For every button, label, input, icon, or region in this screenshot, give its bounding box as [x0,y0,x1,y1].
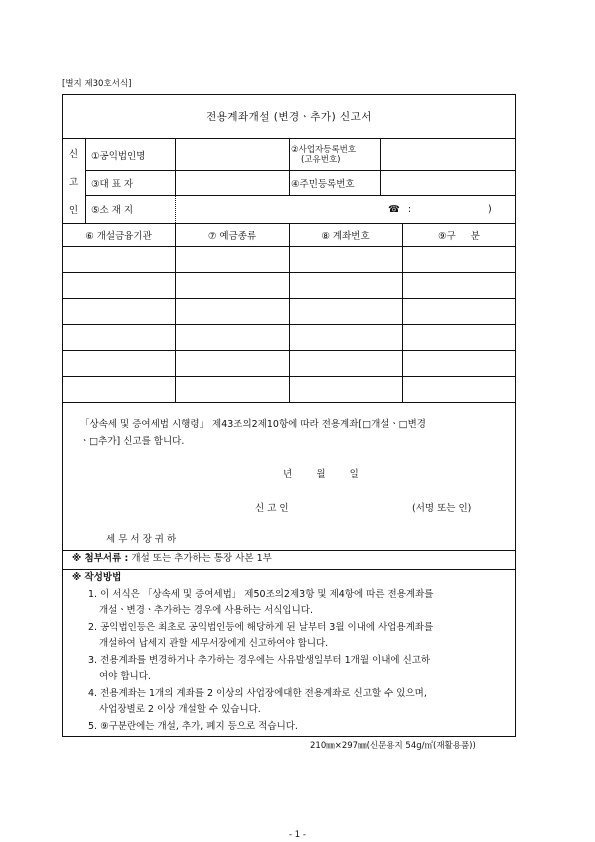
declaration-line: 「상속세 및 증여세법 시행령」 제43조의2제10항에 따라 전용계좌[□개설ㆍ□변경 [80,419,426,430]
table-cell[interactable] [291,378,400,400]
paper-spec: 210㎜×297㎜(신문용지 54g/㎡(재활용품)) [310,741,476,751]
resident-no-label: ④주민등록번호 [291,178,355,190]
date-line: 년 월 일 [283,469,359,480]
table-cell[interactable] [64,378,173,400]
table-cell[interactable] [404,326,514,348]
form-number-label: [별지 제30호서식] [62,79,132,89]
phone-close: ) [488,203,492,215]
page-number: - 1 - [289,830,306,840]
table-cell[interactable] [404,378,514,400]
phone-icon: ☎ [388,203,400,215]
column-header: ⑦ 예금종류 [207,230,257,242]
instruction-item-cont: 개설ㆍ변경ㆍ추가하는 경우에 사용하는 서식입니다. [99,605,313,616]
applicant-sign-label: 신 고 인 [255,503,289,514]
table-cell[interactable] [177,352,287,374]
biz-no-field[interactable] [384,142,512,167]
applicant-side-char: 신 [68,149,79,160]
representative-label: ③대 표 자 [91,178,134,190]
table-cell[interactable] [177,300,287,322]
instruction-item: 2. 공익법인등은 최초로 공익법인등에 해당하게 된 날부터 3월 이내에 사업용계좌를 [88,622,434,633]
instruction-item: 4. 전용계좌는 1개의 계좌를 2 이상의 사업장에대한 전용계좌로 신고할 수 있으며, [88,688,427,699]
applicant-side-char: 고 [68,177,79,188]
biz-no-label: ②사업자등록번호 (고유번호) [291,144,357,165]
column-header: ⑥ 개설금융기관 [85,230,152,242]
table-cell[interactable] [177,248,287,270]
applicant-side-char: 인 [68,205,79,216]
table-cell[interactable] [404,248,514,270]
table-cell[interactable] [291,352,400,374]
phone-open: ☎ : [388,203,412,215]
instruction-item: 1. 이 서식은 「상속세 및 증여세법」 제50조의2제3항 및 제4항에 따른 전용계좌를 [88,589,434,600]
table-cell[interactable] [404,352,514,374]
instructions-title: ※ 작성방법 [72,572,122,583]
table-cell[interactable] [64,352,173,374]
sign-or-seal-label: (서명 또는 인) [412,503,472,514]
instruction-item-cont: 여야 합니다. [99,671,151,682]
table-cell[interactable] [177,274,287,296]
table-cell[interactable] [291,326,400,348]
table-cell[interactable] [64,274,173,296]
instruction-item: 5. ⑨구분란에는 개설, 추가, 폐지 등으로 적습니다. [88,721,298,732]
column-header: ⑨구 분 [438,230,480,242]
address-label: ⑤소 재 지 [91,205,134,216]
instruction-item-cont: 개설하여 납세지 관할 세무서장에게 신고하여야 합니다. [99,638,329,649]
table-cell[interactable] [291,274,400,296]
attachments-text: 개설 또는 추가하는 통장 사본 1부 [131,553,272,564]
resident-no-field[interactable] [384,172,512,193]
table-cell[interactable] [177,378,287,400]
attachments-note [72,551,272,567]
attachments-label: ※ 첨부서류 : [72,553,129,564]
table-cell[interactable] [64,248,173,270]
corp-name-field[interactable] [180,142,285,167]
address-field[interactable] [180,198,380,220]
table-cell[interactable] [404,300,514,322]
applicant-sign-field[interactable] [305,498,400,516]
table-cell[interactable] [177,326,287,348]
table-cell[interactable] [64,326,173,348]
instruction-item-cont: 사업장별로 2 이상 개설할 수 있습니다. [99,704,261,715]
table-cell[interactable] [291,300,400,322]
instruction-item: 3. 전용계좌를 변경하거나 추가하는 경우에는 사유발생일부터 1개월 이내에 신고하 [88,655,431,666]
table-cell[interactable] [404,274,514,296]
declaration-line: ㆍ□추가] 신고를 합니다. [80,436,185,447]
representative-field[interactable] [180,172,285,193]
corp-name-label: ①공익법인명 [91,150,146,162]
addressee: 세 무 서 장 귀 하 [106,534,177,545]
table-cell[interactable] [64,300,173,322]
form-title: 전용계좌개설 (변경ㆍ추가) 신고서 [62,94,516,139]
table-cell[interactable] [291,248,400,270]
column-header: ⑧ 계좌번호 [321,230,370,242]
phone-field[interactable] [419,198,483,220]
